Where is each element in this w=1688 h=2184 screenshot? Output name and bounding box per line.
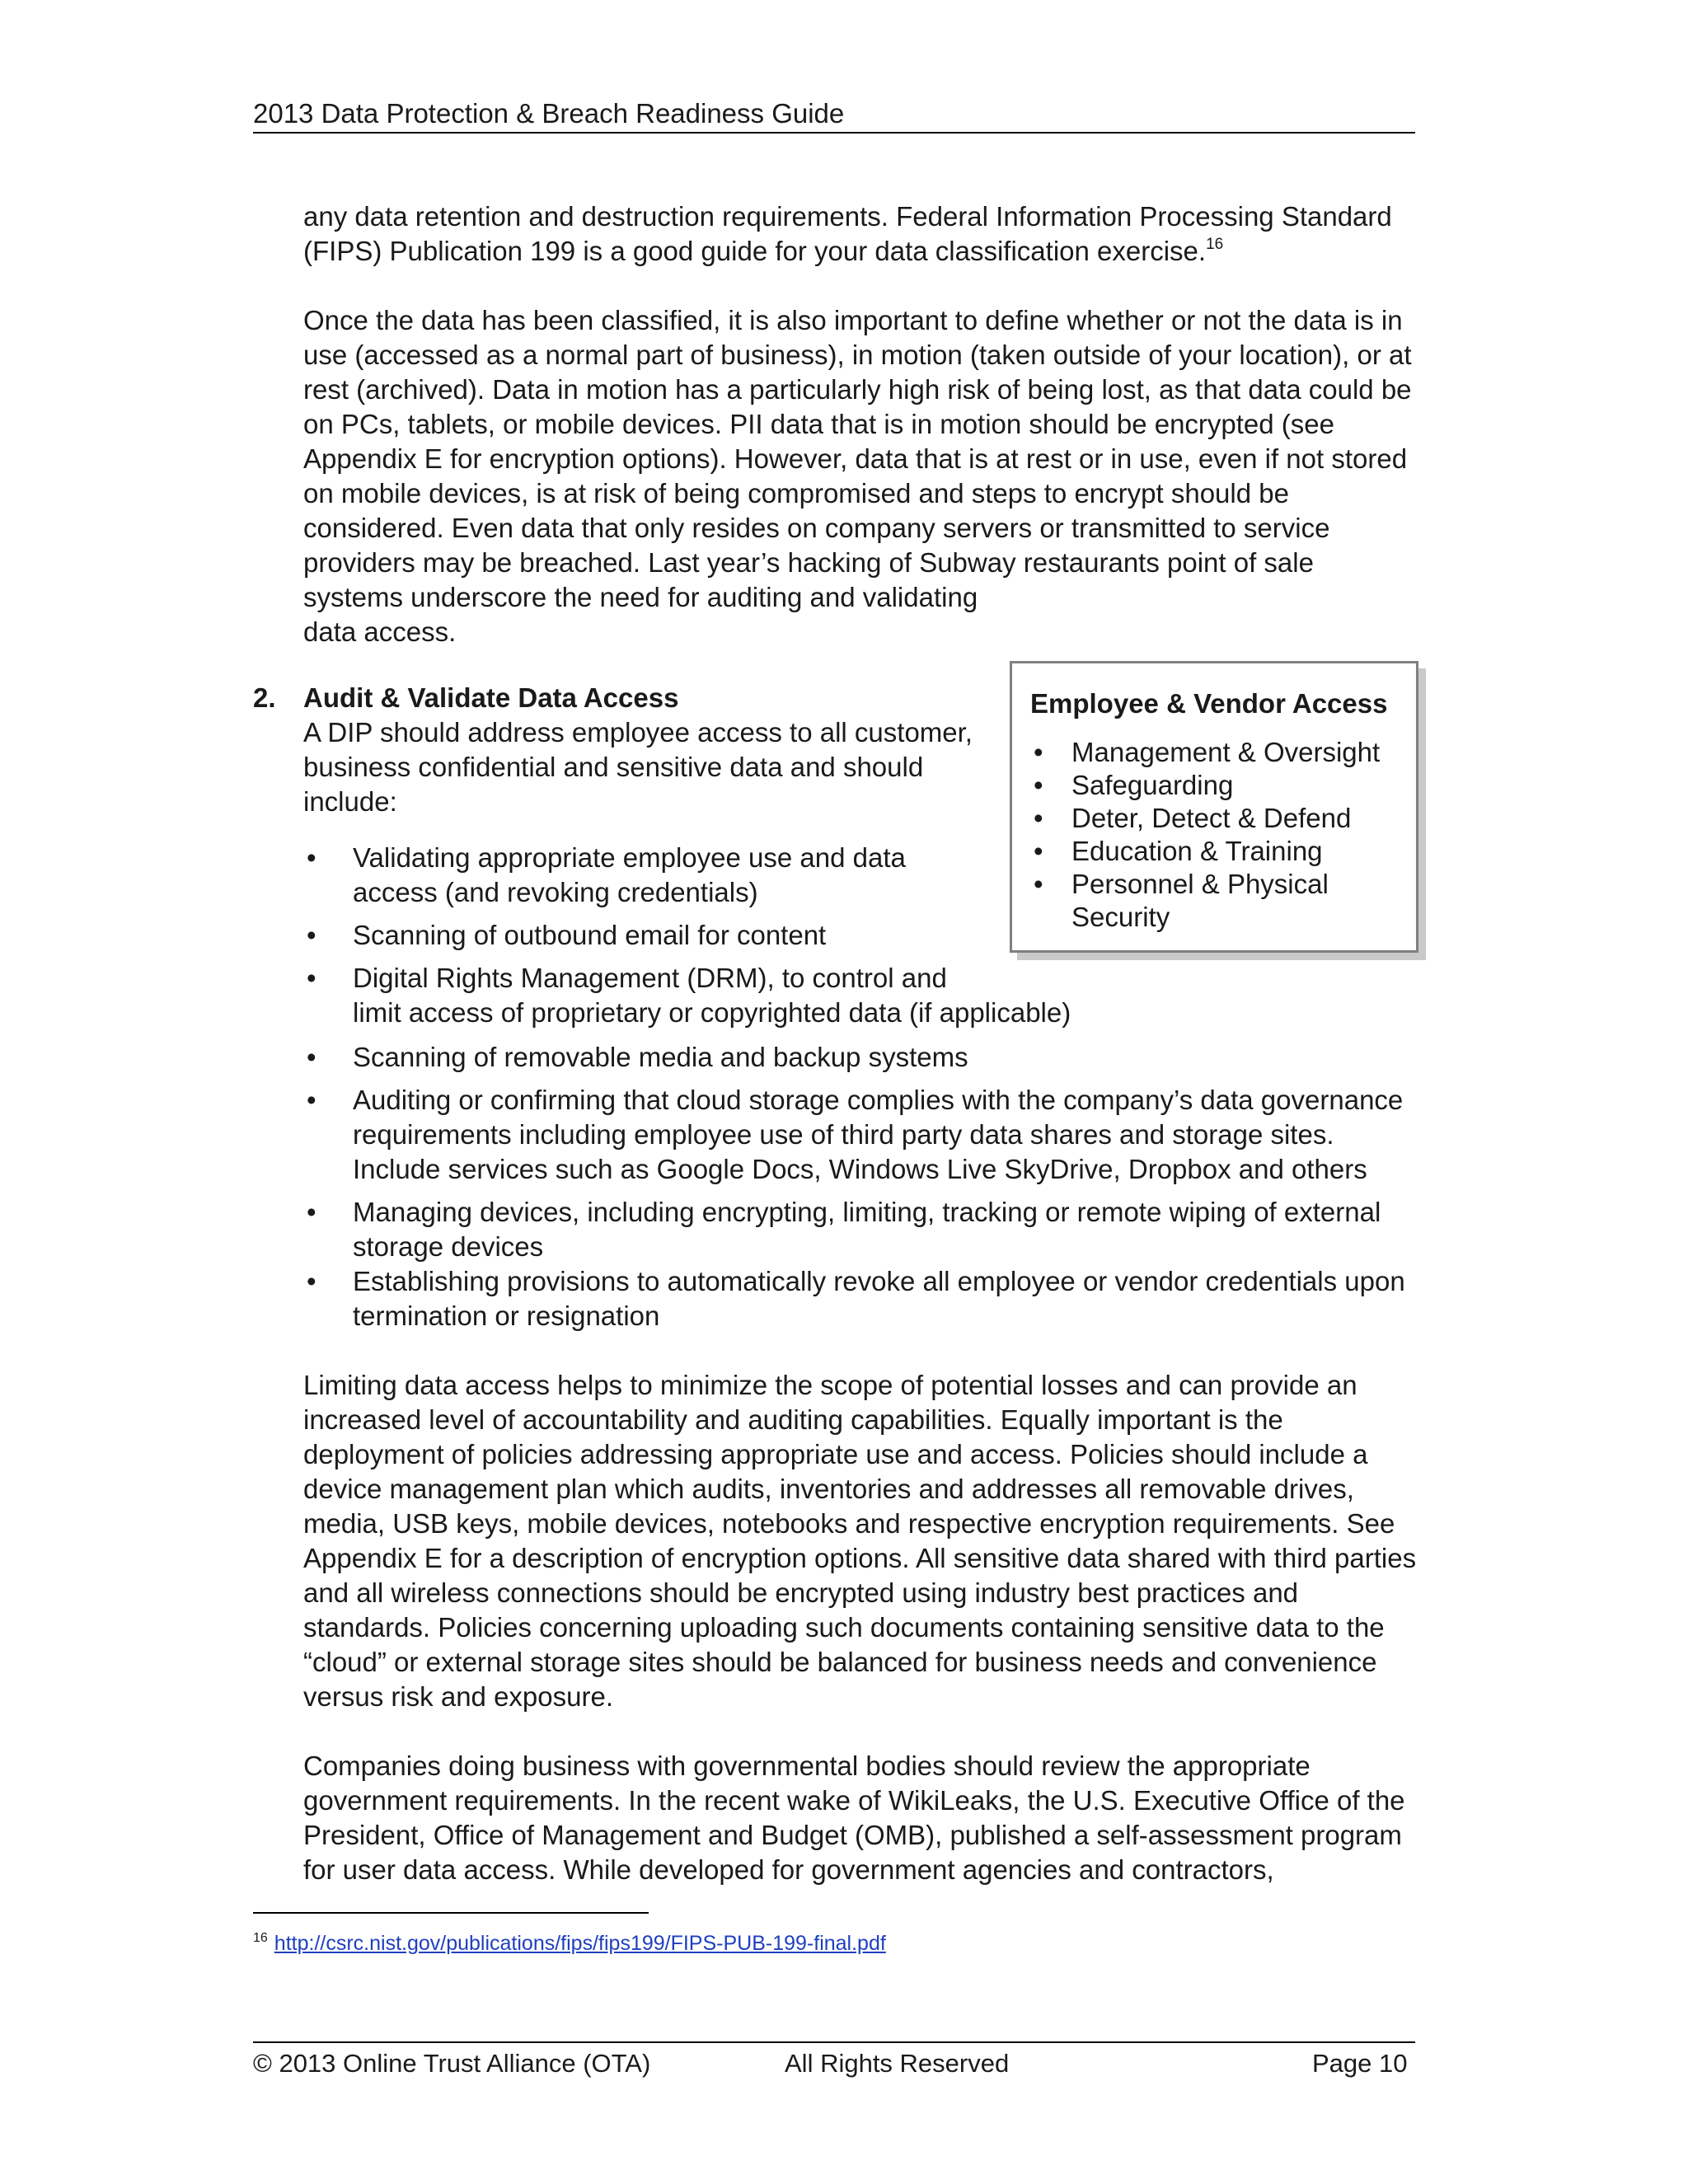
bullet-list-narrow — [303, 841, 963, 953]
footnote — [253, 1930, 886, 1957]
list-item: • Establishing provisions to automatically revoke all employee or vendor credentials upon termination or resignation — [303, 1264, 1424, 1333]
list-item: • Scanning of outbound email for content — [303, 918, 963, 953]
section-title: Audit & Validate Data Access — [303, 682, 679, 713]
data-state-paragraph — [303, 303, 1416, 649]
callout-item: • Deter, Detect & Defend — [1032, 802, 1403, 835]
footer-divider — [253, 2041, 1415, 2043]
footer-copyright: © 2013 Online Trust Alliance (OTA) — [253, 2049, 651, 2078]
callout-item: • Management & Oversight — [1032, 736, 1403, 769]
callout-item: • Education & Training — [1032, 835, 1403, 868]
running-header: 2013 Data Protection & Breach Readiness Guide — [253, 97, 1415, 134]
list-item: • Managing devices, including encrypting, limiting, tracking or remote wiping of external storage devices — [303, 1195, 1424, 1264]
intro-text: any data retention and destruction requirements. Federal Information Processing Standard (FIPS) Publication 199 is a good guide for your data classification exercise. — [303, 201, 1392, 266]
footnote-ref[interactable]: 16 — [1206, 236, 1224, 253]
footer-rights: All Rights Reserved — [785, 2049, 1010, 2078]
footnote-number: 16 — [253, 1931, 268, 1945]
data-state-text-end: data access. — [303, 616, 457, 647]
list-item: • Auditing or confirming that cloud storage complies with the company’s data governance requirements including employee use of third party data shares and storage sites. Include services such as Google Docs, Windows Live SkyDrive, Dropbox and others — [303, 1083, 1424, 1187]
limiting-text: Limiting data access helps to minimize the scope of potential losses and can provide an increased level of accountability and auditing capabilities. Equally important is the deployment of policies addressing appropriate use and access. Policies should include a device management plan which audits, inventories and addresses all removable drives, media, USB keys, mobile devices, notebooks and respective encryption requirements. See Appendix E for a description of encryption options. All sensitive data shared with third parties and all wireless connections should be encrypted using industry best practices and standards. Policies concerning uploading such documents containing sensitive data to the “cloud” or external storage sites should be balanced for business needs and convenience versus risk and exposure. — [303, 1370, 1417, 1712]
bullet-list-wide — [303, 1040, 1424, 1187]
limiting-paragraph — [303, 1368, 1424, 1714]
intro-paragraph — [303, 199, 1424, 269]
callout-box — [1010, 661, 1418, 953]
section-intro: A DIP should address employee access to all customer, business confidential and sensitive data and should include: — [303, 717, 973, 817]
data-state-text: Once the data has been classified, it is also important to define whether or not the data is in use (accessed as a normal part of business), in motion (taken outside of your location), or at rest (archived). Data in motion has a particularly high risk of being lost, as that data could be on PCs, tablets, or mobile devices. PII data that is in motion should be encrypted (see Appendix E for encryption options). However, data that is at rest or in use, even if not stored on mobile devices, is at risk of being compromised and steps to encrypt should be considered. Even data that only resides on company servers or transmitted to service providers may be breached. Last year’s hacking of Subway restaurants point of sale systems underscore the need for auditing and validating — [303, 305, 1412, 612]
government-paragraph — [303, 1749, 1424, 1887]
drm-line-1: Digital Rights Management (DRM), to control and — [353, 963, 947, 993]
list-item: • Scanning of removable media and backup systems — [303, 1040, 1424, 1075]
list-item — [303, 961, 1424, 1030]
callout-item: • Safeguarding — [1032, 769, 1403, 802]
footnote-divider — [253, 1912, 649, 1914]
callout-item: • Personnel & Physical Security — [1032, 868, 1403, 934]
government-text: Companies doing business with governmental bodies should review the appropriate government requirements. In the recent wake of WikiLeaks, the U.S. Executive Office of the President, Office of Management and Budget (OMB), published a self-assessment program for user data access. While developed for government agencies and contractors, — [303, 1750, 1405, 1885]
callout-title: Employee & Vendor Access — [1030, 688, 1388, 719]
bullet-list-drm — [303, 961, 1424, 1030]
list-item: • Validating appropriate employee use and data access (and revoking credentials) — [303, 841, 963, 910]
bullet-list-devices — [303, 1195, 1424, 1333]
callout-list — [1032, 736, 1403, 934]
section-number: 2. — [253, 682, 276, 713]
footnote-link[interactable]: http://csrc.nist.gov/publications/fips/fips199/FIPS-PUB-199-final.pdf — [274, 1932, 886, 1955]
footer-page-number: Page 10 — [1312, 2049, 1408, 2078]
drm-line-2: limit access of proprietary or copyrighted data (if applicable) — [353, 997, 1071, 1028]
